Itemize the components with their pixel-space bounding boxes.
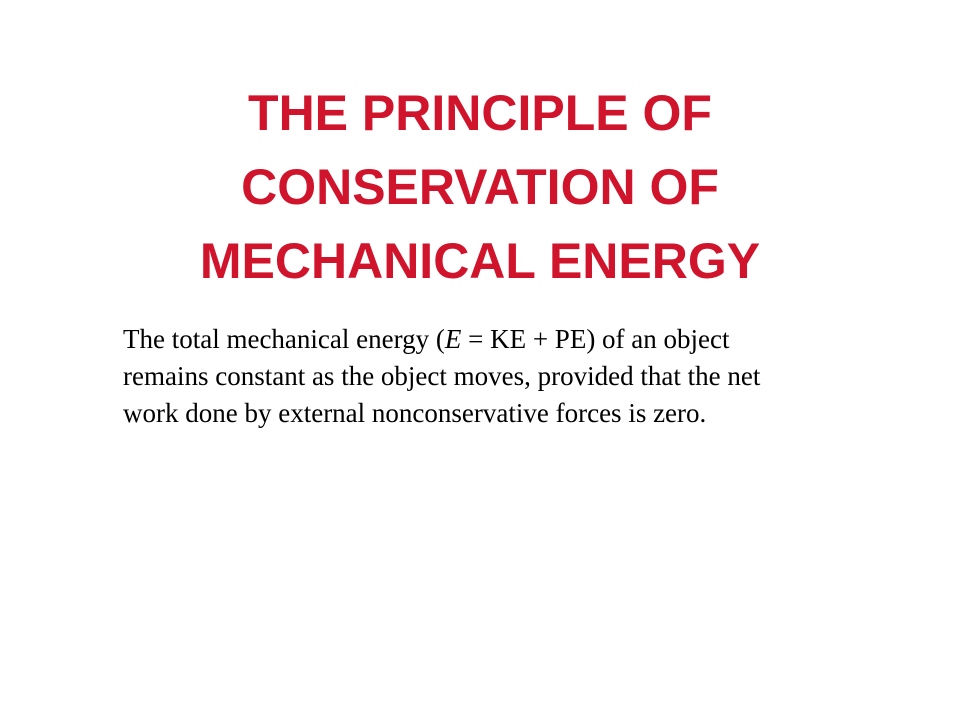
body-line-1 [123,321,913,358]
energy-symbol: E [444,324,462,354]
title-line-1: THE PRINCIPLE OF [248,85,712,141]
title-line-2: CONSERVATION OF [241,159,719,215]
body-line-3: work done by external nonconservative forces is zero. [123,398,707,428]
principle-statement [123,321,913,432]
body-line-2: remains constant as the object moves, provided that the net [123,361,761,391]
body-line-1-start: The total mechanical energy ( [123,324,445,354]
body-line-1-end: = KE + PE) of an object [461,324,730,354]
title-line-3: MECHANICAL ENERGY [199,233,761,289]
slide-title [80,76,880,298]
